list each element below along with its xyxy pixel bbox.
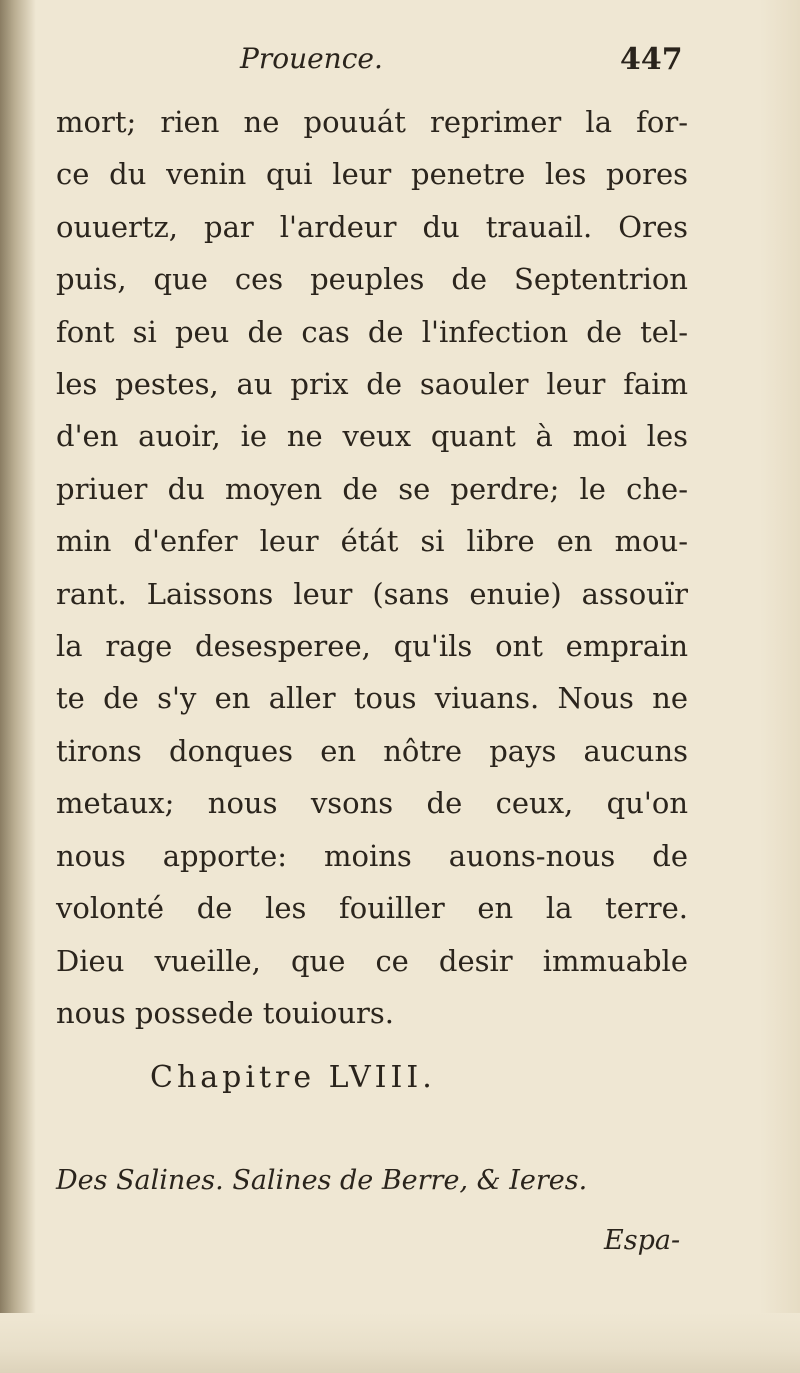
chapter-summary: Des Salines. Salines de Berre, & Ieres. <box>56 1165 588 1196</box>
text-line: la rage desesperee, qu'ils ont emprain <box>56 629 688 664</box>
page-bottom-margin <box>0 1313 800 1373</box>
text-line: d'en auoir, ie ne veux quant à moi les <box>56 419 688 454</box>
page-edge <box>760 0 800 1373</box>
text-line: les pestes, au prix de saouler leur faim <box>56 367 688 402</box>
page-header <box>0 42 800 88</box>
text-line: rant. Laissons leur (sans enuie) assouïr <box>56 576 688 611</box>
text-line: min d'enfer leur étát si libre en mou- <box>56 524 688 559</box>
text-line: Dieu vueille, que ce desir immuable <box>56 943 688 978</box>
text-line: priuer du moyen de se perdre; le che- <box>56 471 688 506</box>
text-line: font si peu de cas de l'infection de tel- <box>56 314 688 349</box>
page-number: 447 <box>620 42 683 77</box>
running-head: Prouence. <box>240 42 383 75</box>
text-line: nous apporte: moins auons-nous de <box>56 838 688 873</box>
text-line: puis, que ces peuples de Septentrion <box>56 262 688 297</box>
gutter-shadow <box>0 0 36 1373</box>
text-line: volonté de les fouiller en la terre. <box>56 891 688 926</box>
text-line: ouuertz, par l'ardeur du trauail. Ores <box>56 209 688 244</box>
text-line: te de s'y en aller tous viuans. Nous ne <box>56 681 688 716</box>
text-line: nous possede touiours. <box>56 995 394 1030</box>
text-line: tirons donques en nôtre pays aucuns <box>56 733 688 768</box>
text-line: metaux; nous vsons de ceux, qu'on <box>56 786 688 821</box>
body-text <box>56 96 688 1039</box>
catchword: Espa- <box>604 1225 681 1256</box>
text-line: mort; rien ne pouuát reprimer la for- <box>56 105 688 139</box>
text-line: ce du venin qui leur penetre les pores <box>56 157 688 192</box>
chapter-heading: Chapitre LVIII. <box>150 1060 436 1095</box>
